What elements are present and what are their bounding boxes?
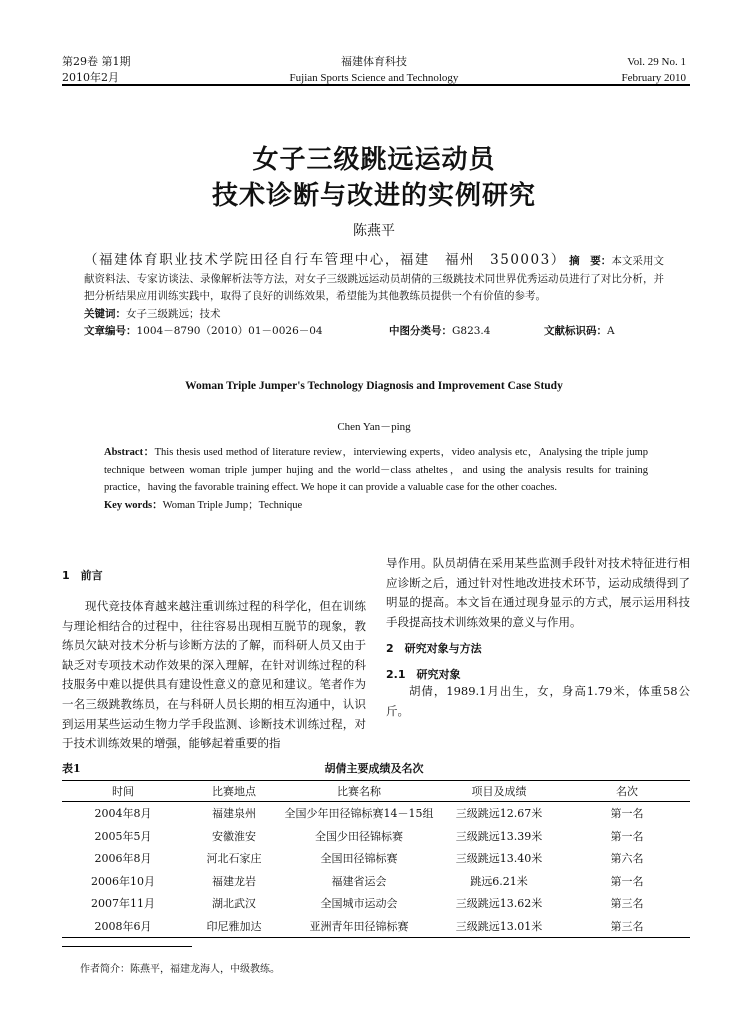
section-1-heading: 1 前言 <box>62 569 103 582</box>
doc-code-value: A <box>607 325 615 337</box>
table-label: 表1 <box>62 762 81 775</box>
header-date: 时间 <box>62 781 184 802</box>
author-bio-footnote: 作者简介：陈燕平，福建龙海人，中级教练。 <box>80 964 280 975</box>
cell-location: 湖北武汉 <box>212 897 256 911</box>
volume-issue-en: Vol. 29 No. 1 <box>627 56 686 68</box>
cell-date: 2007年11月 <box>91 897 155 911</box>
footnote-rule <box>62 946 192 947</box>
table-row <box>62 915 690 938</box>
cell-result: 三级跳远12.67米 <box>455 807 543 821</box>
left-column <box>62 567 366 754</box>
abstract-cn-text: 本文采用文献资料法、专家访谈法、录像解析法等方法，对女子三级跳远运动员胡倩的三级跳技术同世界优秀运动员进行了对比分析，并把分析结果应用训练实践中，取得了良好的训练效果，希望能为其他教练员提供一个有价值的参考。 <box>84 255 664 302</box>
cell-competition: 全国田径锦标赛 <box>320 852 398 866</box>
doc-code-label: 文献标识码： <box>544 325 607 337</box>
results-table <box>62 780 690 938</box>
article-id-value: 1004－8790（2010）01－0026－04 <box>136 325 323 337</box>
section-2-heading: 2 研究对象与方法 <box>386 642 482 656</box>
journal-volume <box>62 54 131 86</box>
keywords-en-text: Woman Triple Jump；Technique <box>162 499 303 511</box>
abstract-cn-label: 摘 要： <box>569 255 612 267</box>
cell-result: 三级跳远13.39米 <box>455 829 543 843</box>
cell-location: 安徽淮安 <box>212 829 256 843</box>
cell-competition: 全国少年田径锦标赛14－15组 <box>284 807 434 821</box>
cell-rank: 第六名 <box>610 852 644 866</box>
cell-rank: 第一名 <box>610 807 644 821</box>
title-line-1: 女子三级跳远运动员 <box>252 145 496 175</box>
clc-value: G823.4 <box>452 325 491 337</box>
cell-rank: 第三名 <box>564 915 690 938</box>
cell-date: 2005年5月 <box>94 829 152 843</box>
section-1-paragraph-cont: 导作用。队员胡倩在采用某些监测手段针对技术特征进行相应诊断之后，通过针对性地改进技术环节，运动成绩得到了明显的提高。本文旨在通过现身显示的方式，展示运用科技手段提高技术训练效果的意义与作用。 <box>386 556 690 629</box>
volume-issue: 第29卷 第1期 <box>62 55 131 68</box>
header-rule <box>62 84 690 86</box>
english-author: Chen Yan－ping <box>337 421 411 433</box>
cell-result: 三级跳远13.40米 <box>455 852 543 866</box>
cell-date: 2006年10月 <box>91 874 155 888</box>
keywords-en-label: Key words： <box>104 499 163 511</box>
cell-competition: 亚洲青年田径锦标赛 <box>284 915 434 938</box>
cell-competition: 福建省运会 <box>331 874 387 888</box>
paper-title <box>0 142 748 214</box>
table-row <box>62 825 690 848</box>
cell-result: 三级跳远13.62米 <box>455 897 543 911</box>
cell-rank: 第三名 <box>610 897 644 911</box>
cell-location: 印尼雅加达 <box>184 915 284 938</box>
author-name: 陈燕平 <box>353 223 395 239</box>
article-id-label: 文章编号： <box>84 325 137 337</box>
cell-competition: 全国少田径锦标赛 <box>315 829 403 843</box>
issue-date-en: February 2010 <box>621 72 686 84</box>
title-line-2: 技术诊断与改进的实例研究 <box>211 181 536 211</box>
cell-competition: 全国城市运动会 <box>320 897 398 911</box>
header-event-result: 项目及成绩 <box>434 781 564 802</box>
table-row <box>62 847 690 870</box>
abstract-en-block <box>104 444 648 514</box>
section-2-1-heading: 2.1 研究对象 <box>386 668 461 682</box>
journal-name-cn: 福建体育科技 <box>341 55 407 68</box>
section-1-paragraph: 现代竞技体育越来越注重训练过程的科学化，但在训练与理论相结合的过程中，往往容易出现相互脱节的现象，教练员欠缺对技术分析与诊断方法的了解，而科研人员又由于缺乏对专项技术动作效果的深入理解，在针对训练过程的科技服务中难以提供具有建设性意义的意见和建议。笔者作为一名三级跳教练员，在与科研人员长期的相互沟通中，认识到运用某些运动生物力学手段监测、诊断技术训练过程，对于技术训练效果的增强，能够起着重要的指 <box>62 599 366 751</box>
abstract-en-label: Abstract： <box>104 447 155 458</box>
table-row <box>62 870 690 893</box>
abstract-cn-block <box>84 252 664 341</box>
table-row <box>62 802 690 825</box>
cell-result: 跳远6.21米 <box>470 874 528 888</box>
abstract-en-text: This thesis used method of literature review，interviewing experts，video analysis etc，Analysing the triple jump technique between woman triple jumper hujing and the world－class atheltes，and using the analysis results for training practice，having the favorable training effect. We hope it can provide a valuable case for the other coaches. <box>104 447 648 493</box>
cell-date: 2008年6月 <box>62 915 184 938</box>
section-2-1-paragraph: 胡倩，1989.1月出生，女，身高1.79米，体重58公斤。 <box>386 684 690 718</box>
cell-rank: 第一名 <box>610 874 644 888</box>
table-row <box>62 892 690 915</box>
keywords-cn-label: 关键词： <box>84 307 126 320</box>
table-header-row <box>62 781 690 802</box>
cell-date: 2004年8月 <box>94 807 152 821</box>
affiliation: （福建体育职业技术学院田径自行车管理中心，福建 福州 350003） <box>84 252 566 268</box>
cell-rank: 第一名 <box>610 829 644 843</box>
clc-label: 中图分类号： <box>389 325 452 337</box>
cell-location: 福建龙岩 <box>212 874 256 888</box>
journal-name <box>224 54 524 86</box>
english-title: Woman Triple Jumper's Technology Diagnosis and Improvement Case Study <box>185 380 563 392</box>
cell-location: 河北石家庄 <box>206 852 262 866</box>
journal-volume-en <box>622 54 686 86</box>
cell-result: 三级跳远13.01米 <box>434 915 564 938</box>
keywords-cn-text: 女子三级跳远；技术 <box>126 307 221 320</box>
header-location: 比赛地点 <box>184 781 284 802</box>
right-column <box>386 554 690 722</box>
cell-date: 2006年8月 <box>94 852 152 866</box>
issue-date: 2010年2月 <box>62 71 119 84</box>
table-caption: 胡倩主要成绩及名次 <box>324 762 424 775</box>
cell-location: 福建泉州 <box>212 807 256 821</box>
header-rank: 名次 <box>564 781 690 802</box>
header-competition: 比赛名称 <box>284 781 434 802</box>
article-info <box>84 323 664 341</box>
journal-name-en: Fujian Sports Science and Technology <box>289 72 459 84</box>
